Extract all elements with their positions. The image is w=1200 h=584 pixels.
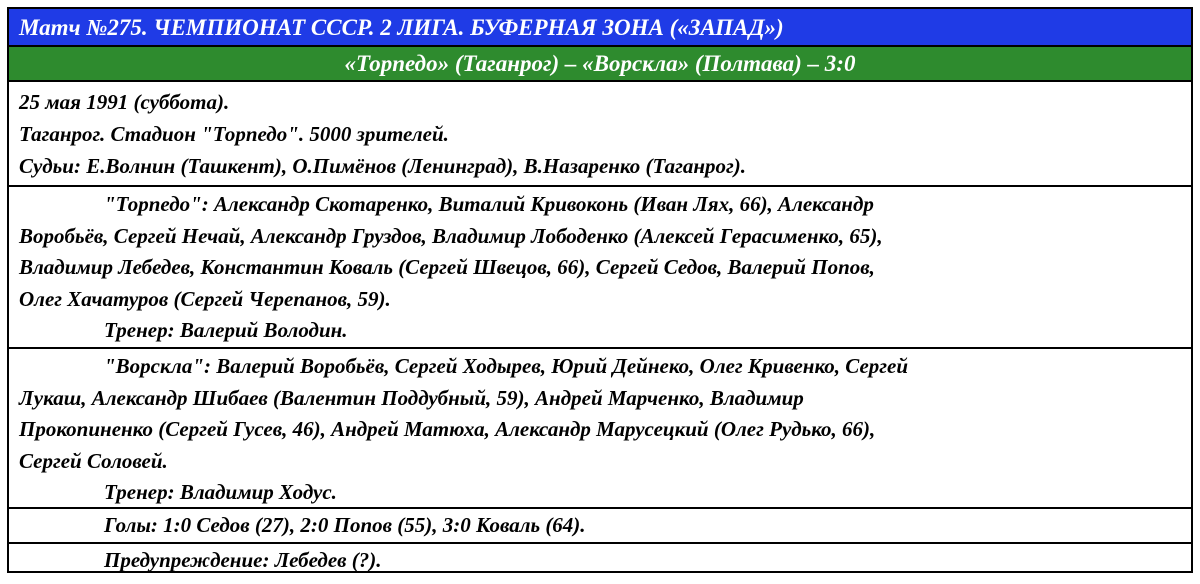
lineup-line: Владимир Лебедев, Константин Коваль (Сергей Швецов, 66), Сергей Седов, Валерий Попов, bbox=[19, 255, 875, 279]
lineup-line: "Ворскла": Валерий Воробьёв, Сергей Ходырев, Юрий Дейнеко, Олег Кривенко, Сергей bbox=[104, 354, 909, 378]
match-venue: Таганрог. Стадион "Торпедо". 5000 зрителей. bbox=[19, 122, 449, 146]
match-report-card bbox=[7, 7, 1193, 573]
team-coach: Тренер: Владимир Ходус. bbox=[104, 480, 337, 504]
goals-row bbox=[9, 509, 1191, 544]
match-score-bar bbox=[9, 47, 1191, 82]
match-date: 25 мая 1991 (суббота). bbox=[19, 90, 230, 114]
lineup-line: Сергей Соловей. bbox=[19, 448, 168, 473]
match-score: «Торпедо» (Таганрог) – «Ворскла» (Полтава) – 3:0 bbox=[344, 51, 856, 76]
match-referees: Судьи: Е.Волнин (Ташкент), О.Пимёнов (Ленинград), В.Назаренко (Таганрог). bbox=[19, 154, 746, 178]
match-title: Матч №275. ЧЕМПИОНАТ СССР. 2 ЛИГА. БУФЕРНАЯ ЗОНА («ЗАПАД») bbox=[19, 15, 784, 40]
team-lineup-torpedo bbox=[9, 187, 1191, 349]
warnings-text: Предупреждение: Лебедев (?). bbox=[104, 548, 382, 572]
team-coach: Тренер: Валерий Володин. bbox=[104, 318, 348, 342]
lineup-line: Прокопиненко (Сергей Гусев, 46), Андрей Матюха, Александр Марусецкий (Олег Рудько, 66), bbox=[19, 417, 876, 441]
match-info bbox=[9, 82, 1191, 187]
match-title-bar bbox=[9, 9, 1191, 47]
lineup-line: "Торпедо": Александр Скотаренко, Виталий Кривоконь (Иван Лях, 66), Александр bbox=[104, 192, 874, 216]
goals-text: Голы: 1:0 Седов (27), 2:0 Попов (55), 3:0 Коваль (64). bbox=[104, 513, 586, 537]
lineup-line: Лукаш, Александр Шибаев (Валентин Поддубный, 59), Андрей Марченко, Владимир bbox=[19, 385, 804, 410]
lineup-line: Воробьёв, Сергей Нечай, Александр Груздов, Владимир Лободенко (Алексей Герасименко, 65), bbox=[19, 223, 883, 248]
warnings-row bbox=[9, 544, 1191, 577]
team-lineup-vorskla bbox=[9, 349, 1191, 509]
lineup-line: Олег Хачатуров (Сергей Черепанов, 59). bbox=[19, 286, 391, 311]
